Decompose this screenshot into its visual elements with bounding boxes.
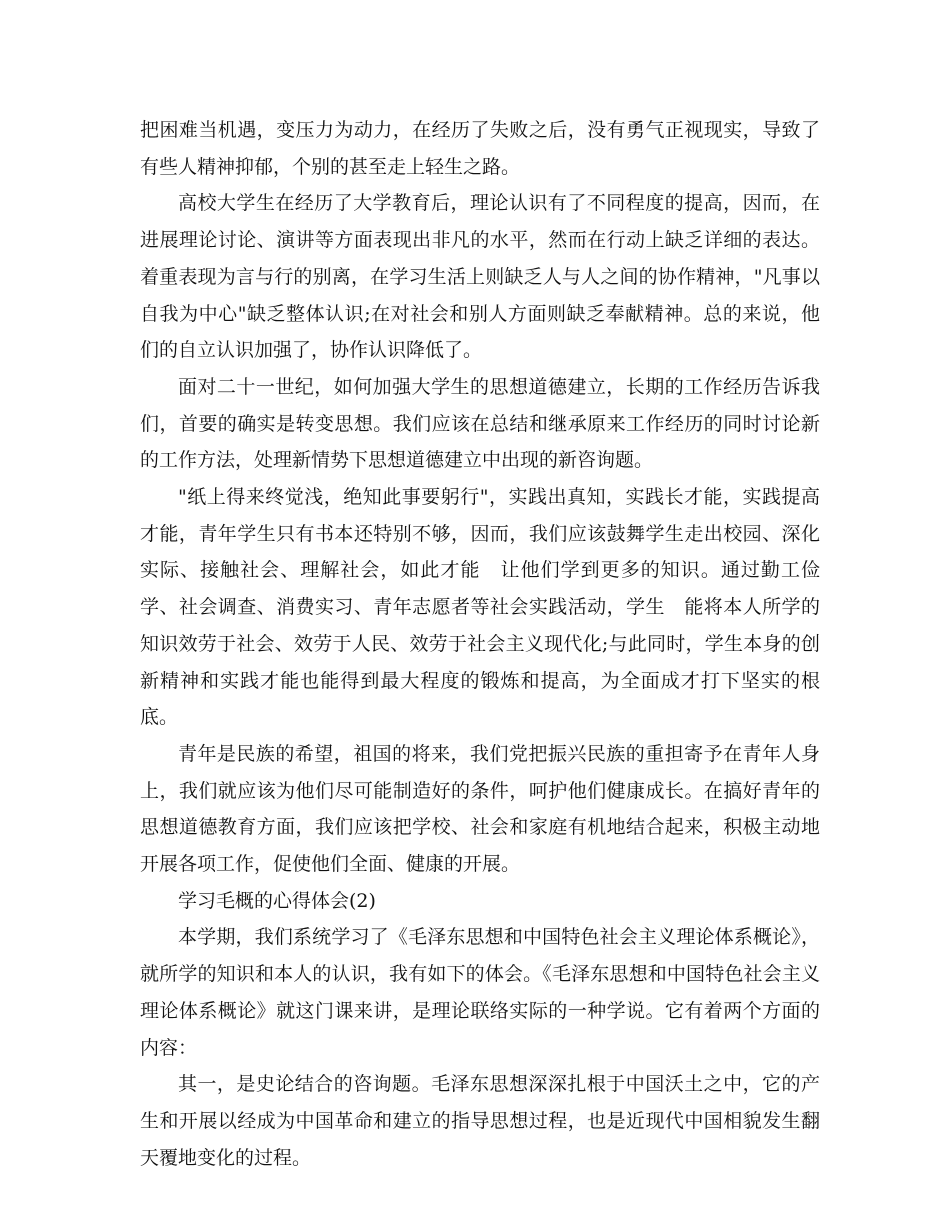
paragraph-first-point: 其一，是史论结合的咨询题。毛泽东思想深深扎根于中国沃土之中，它的产生和开展以经成为中国革命和建立的指导思想过程，也是近现代中国相貌发生翻天覆地变化的过程。	[140, 1073, 820, 1169]
document-body	[140, 112, 820, 1176]
paragraph-practice: "纸上得来终觉浅，绝知此事要躬行"，实践出真知，实践长才能，实践提高才能，青年学生只有书本还特别不够，因而，我们应该鼓舞学生走出校园、深化实际、接触社会、理解社会，如此才能 让他们学到更多的知识。通过勤工俭学、社会调查、消费实习、青年志愿者等社会实践活动，学生 能将本人所学的知识效劳于社会、效劳于人民、效劳于社会主义现代化;与此同时，学生本身的创新精神和实践才能也能得到最大程度的锻炼和提高，为全面成才打下坚实的根底。	[140, 486, 820, 729]
paragraph-youth-hope: 青年是民族的希望，祖国的将来，我们党把振兴民族的重担寄予在青年人身上，我们就应该为他们尽可能制造好的条件，呵护他们健康成长。在搞好青年的思想道德教育方面，我们应该把学校、社会和家庭有机地结合起来，积极主动地开展各项工作，促使他们全面、健康的开展。	[140, 742, 820, 876]
paragraph-this-semester: 本学期，我们系统学习了《毛泽东思想和中国特色社会主义理论体系概论》，就所学的知识和本人的认识，我有如下的体会。《毛泽东思想和中国特色社会主义理论体系概论》就这门课来讲，是理论联络实际的一种学说。它有着两个方面的内容：	[140, 926, 820, 1059]
section-heading: 学习毛概的心得体会(2)	[178, 889, 376, 912]
paragraph-college-students: 高校大学生在经历了大学教育后，理论认识有了不同程度的提高，因而，在进展理论讨论、演讲等方面表现出非凡的水平，然而在行动上缺乏详细的表达。着重表现为言与行的别离，在学习生活上则缺乏人与人之间的协作精神，"凡事以自我为中心"缺乏整体认识;在对社会和别人方面则缺乏奉献精神。总的来说，他们的自立认识加强了，协作认识降低了。	[140, 192, 820, 362]
paragraph-twenty-first-century: 面对二十一世纪，如何加强大学生的思想道德建立，长期的工作经历告诉我们，首要的确实是转变思想。我们应该在总结和继承原来工作经历的同时讨论新的工作方法，处理新情势下思想道德建立中出现的新咨询题。	[140, 375, 820, 472]
paragraph-continuation: 把困难当机遇，变压力为动力，在经历了失败之后，没有勇气正视现实，导致了有些人精神抑郁，个别的甚至走上轻生之路。	[140, 119, 820, 178]
